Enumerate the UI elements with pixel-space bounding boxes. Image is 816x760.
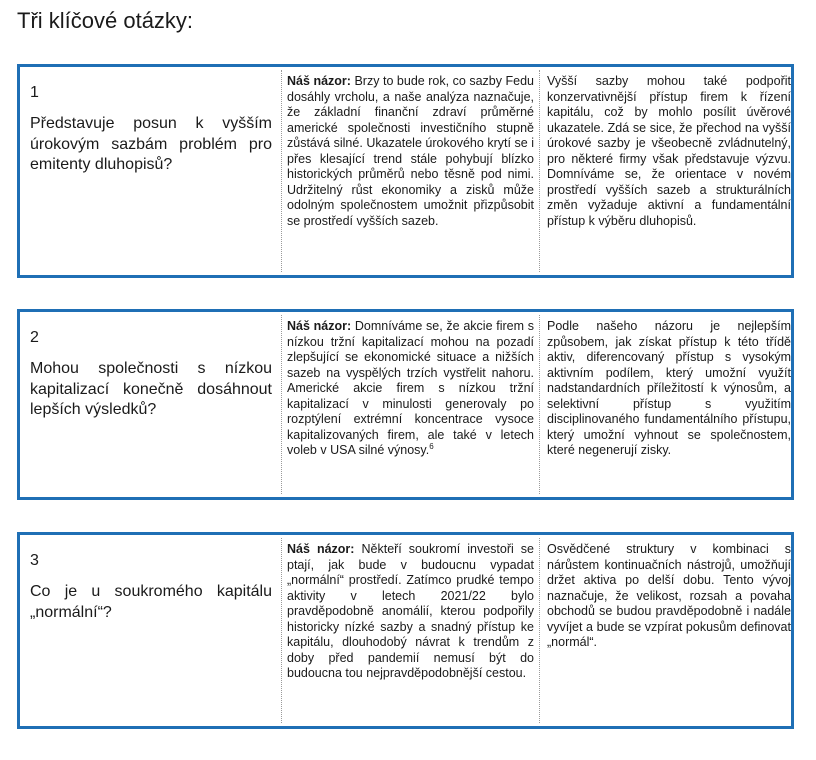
column-divider (539, 315, 540, 494)
column-divider (281, 70, 282, 272)
column-divider (281, 315, 282, 494)
question-text: Mohou společnosti s nízkou kapitalizací konečně dosáhnout lepších výsledků? (30, 360, 272, 418)
detail-text: Vyšší sazby mohou také podpořit konzervativnější přístup firem k řízení kapitálu, což by mohlo posílit úvěrové ukazatele. Zdá se sice, že přechod na vyšší úrokové sazby je všeobecně zvládnutelný, pro některé firmy však představuje výzvu. Domníváme se, že orientace v novém prostředí vyšších sazeb a strukturálních změn vyžaduje aktivní a fundamentální přístup k výběru dluhopisů. (547, 74, 791, 228)
question-number: 2 (30, 329, 39, 346)
footnote-ref: 6 (429, 441, 434, 451)
detail-text: Osvědčené struktury v kombinaci s nárůstem kontinuačních nástrojů, umožňují držet aktiva po delší dobu. Tento vývoj naznačuje, že velikost, rozsah a povaha obchodů se budou pravděpodobně i nadále vyvíjet a bude se vzpírat pokusům definovat „normál“. (547, 542, 791, 649)
question-card-3 (17, 532, 794, 729)
page-title: Tři klíčové otázky: (17, 8, 194, 33)
question-number: 1 (30, 84, 39, 101)
our-view (287, 74, 534, 229)
our-view (287, 319, 534, 459)
column-divider (539, 70, 540, 272)
column-divider (281, 538, 282, 723)
our-view-label: Náš názor: (287, 74, 351, 88)
question-card-2 (17, 309, 794, 500)
our-view (287, 542, 534, 682)
column-divider (539, 538, 540, 723)
our-view-text: Domníváme se, že akcie firem s nízkou tržní kapitalizací mohou na pozadí zlepšující se ekonomické situace a nižších sazeb na vyspělých trzích vystřelit nahoru. Americké akcie firem s nízkou tržní kapitalizací v minulosti generovaly po rozptýlení extrémní koncentrace vysoce kapitalizovaných firem, ale také v letech voleb v USA silné výnosy. (287, 319, 535, 457)
our-view-text: Brzy to bude rok, co sazby Fedu dosáhly vrcholu, a naše analýza naznačuje, že základní finanční zdraví průměrné americké společnosti investičního stupně zůstává silné. Ukazatele úrokového krytí se i přes klesající trend stále pohybují blízko historických průměrů nebo těsně pod nimi. Udržitelný růst ekonomiky a zisků může odolným společnostem umožnit přizpůsobit se prostředí vyšších sazeb. (287, 74, 534, 228)
detail-text: Podle našeho názoru je nejlepším způsobem, jak získat přístup k této třídě aktiv, diferencovaný přístup s vysokým aktivním podílem, který umožní využít nadstandardních příležitostí k výnosům, a selektivní přístup s využitím disciplinovaného fundamentálního přístupu, který umožní vyhnout se společnostem, které negenerují zisky. (547, 319, 791, 457)
question-text: Co je u soukromého kapitálu „normální“? (30, 583, 272, 621)
our-view-text: Někteří soukromí investoři se ptají, jak bude v budoucnu vypadat „normální“ prostředí. Zatímco prudké tempo aktivity v letech 2021/22 bylo pravděpodobně anomálií, kterou podpořily historicky nízké sazby a snadný přístup ke kapitálu, dlouhodobý návrat k trendům z doby před pandemií nemusí být do budoucna tou nejpravděpodobnější cestou. (287, 542, 535, 680)
question-text: Představuje posun k vyšším úrokovým sazbám problém pro emitenty dluhopisů? (30, 115, 272, 173)
question-card-1 (17, 64, 794, 278)
question-number: 3 (30, 552, 39, 569)
our-view-label: Náš názor: (287, 542, 355, 556)
our-view-label: Náš názor: (287, 319, 352, 333)
